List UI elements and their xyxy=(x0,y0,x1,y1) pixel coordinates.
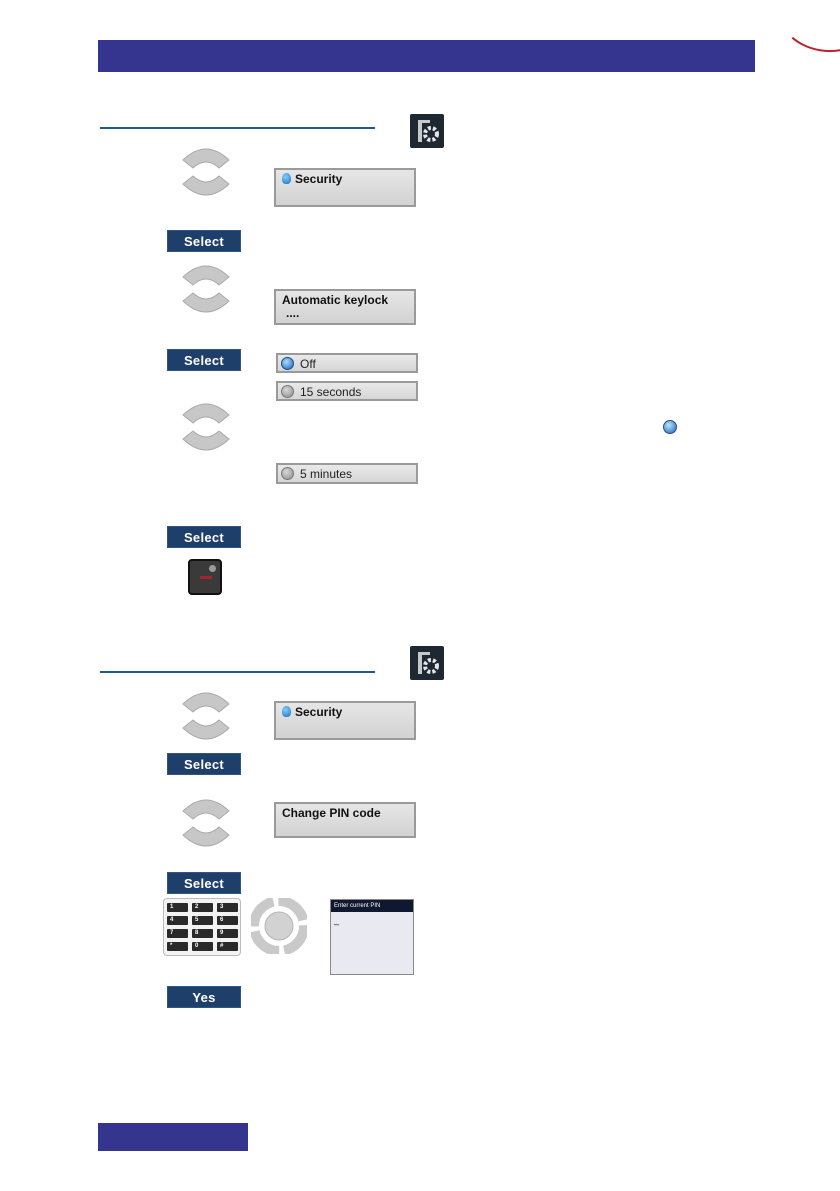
security-label: Security xyxy=(295,705,343,719)
keypad-key[interactable]: # xyxy=(217,942,238,951)
navigation-key-icon[interactable] xyxy=(179,257,233,321)
enter-pin-screen xyxy=(330,899,414,975)
automatic-keylock-value: .... xyxy=(286,306,300,320)
section-2-rule xyxy=(100,671,375,673)
navigation-ring-icon[interactable] xyxy=(251,898,307,954)
automatic-keylock-label: Automatic keylock xyxy=(282,293,389,307)
select-button[interactable]: Select xyxy=(167,230,241,252)
select-button[interactable]: Select xyxy=(167,349,241,371)
settings-icon xyxy=(410,646,444,680)
radio-selected-icon xyxy=(281,357,294,370)
keypad-key[interactable]: 2 xyxy=(192,903,213,912)
security-menu-screen xyxy=(274,701,416,740)
footer-bar xyxy=(98,1123,248,1151)
keypad-icon[interactable] xyxy=(163,898,241,956)
select-button[interactable]: Select xyxy=(167,526,241,548)
keypad-key[interactable]: 7 xyxy=(167,929,188,938)
security-menu-screen xyxy=(274,168,416,207)
header-bar xyxy=(98,40,755,72)
navigation-key-icon[interactable] xyxy=(179,140,233,204)
keypad-key[interactable]: 1 xyxy=(167,903,188,912)
change-pin-code-label: Change PIN code xyxy=(282,806,381,820)
section-1-rule xyxy=(100,127,375,129)
security-globe-icon xyxy=(282,173,291,184)
security-label: Security xyxy=(295,172,343,186)
navigation-key-icon[interactable] xyxy=(179,684,233,748)
select-button[interactable]: Select xyxy=(167,753,241,775)
keypad-key[interactable]: * xyxy=(167,942,188,951)
option-15-seconds[interactable] xyxy=(276,381,418,401)
option-label: 15 seconds xyxy=(300,385,362,399)
enter-pin-title: Enter current PIN xyxy=(331,900,413,912)
keypad-key[interactable]: 3 xyxy=(217,903,238,912)
navigation-key-icon[interactable] xyxy=(179,395,233,459)
page-corner-curve xyxy=(778,0,840,52)
automatic-keylock-screen xyxy=(274,289,416,325)
selected-radio-icon xyxy=(663,420,677,434)
keypad-key[interactable]: 5 xyxy=(192,916,213,925)
pin-cursor: _ xyxy=(334,915,340,925)
end-key-icon[interactable] xyxy=(188,559,222,595)
option-label: Off xyxy=(300,357,316,371)
keypad-key[interactable]: 6 xyxy=(217,916,238,925)
keypad-key[interactable]: 4 xyxy=(167,916,188,925)
radio-unselected-icon xyxy=(281,385,294,398)
yes-button[interactable]: Yes xyxy=(167,986,241,1008)
radio-unselected-icon xyxy=(281,467,294,480)
keypad-key[interactable]: 8 xyxy=(192,929,213,938)
select-button[interactable]: Select xyxy=(167,872,241,894)
keypad-key[interactable]: 0 xyxy=(192,942,213,951)
option-label: 5 minutes xyxy=(300,467,353,481)
option-off[interactable] xyxy=(276,353,418,373)
navigation-key-icon[interactable] xyxy=(179,791,233,855)
security-globe-icon xyxy=(282,706,291,717)
keypad-key[interactable]: 9 xyxy=(217,929,238,938)
change-pin-code-screen xyxy=(274,802,416,838)
settings-icon xyxy=(410,114,444,148)
option-5-minutes[interactable] xyxy=(276,463,418,484)
